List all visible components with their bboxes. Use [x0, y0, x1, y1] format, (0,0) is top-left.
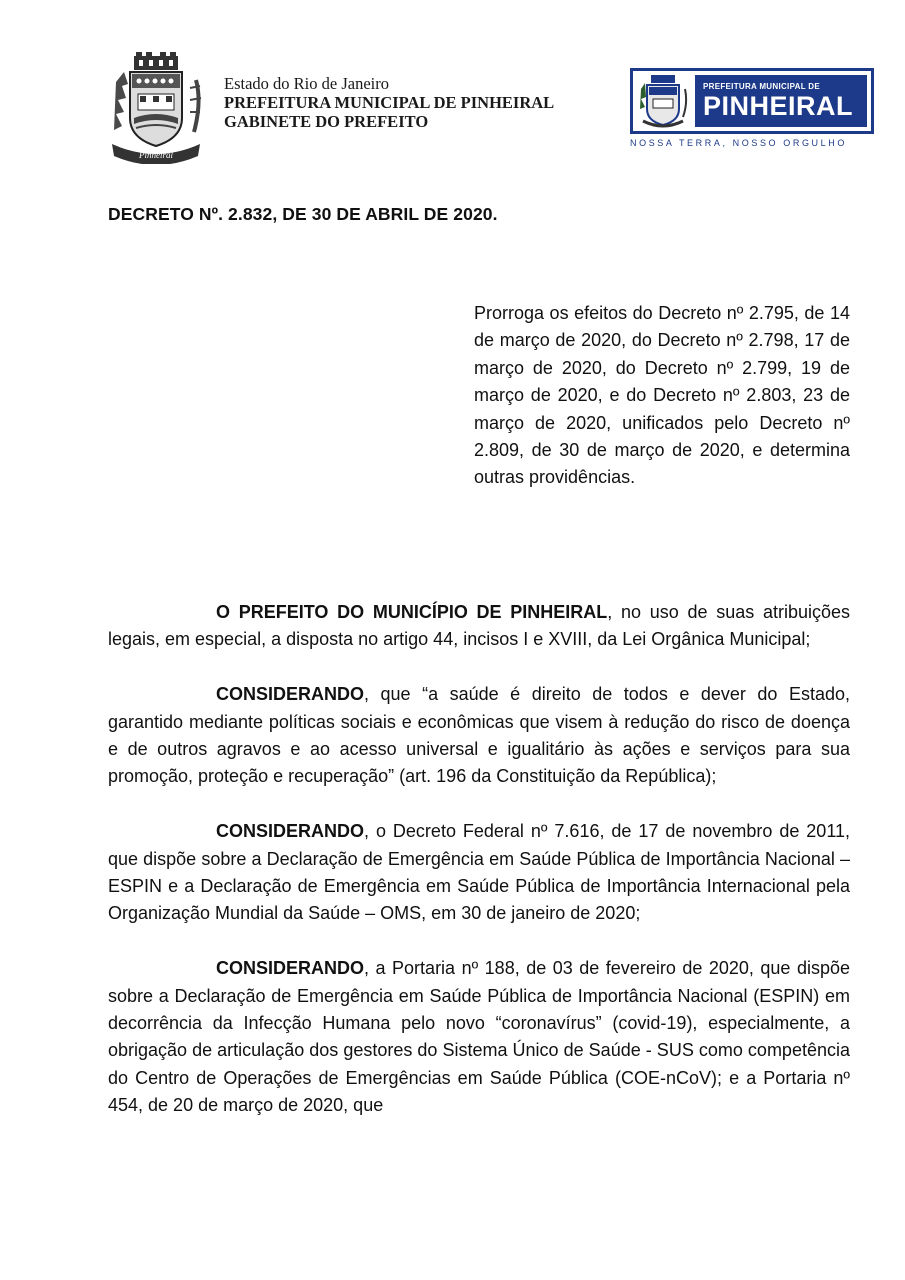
decree-body	[108, 599, 850, 1147]
logo-frame	[630, 68, 874, 134]
paragraph-lead: CONSIDERANDO	[216, 958, 365, 979]
paragraph-text: , a Portaria nº 188, de 03 de fevereiro de 2020, que dispõe sobre a Declaração de Emergência em Saúde Pública de Importância Nacional (ESPIN) em decorrência da Infecção Humana pelo novo “coronavírus” (covid-19), especialmente, a obrigação de articulação dos gestores do Sistema Único de Saúde - SUS como competência do Centro de Operações de Emergências em Saúde Pública (COE-nCoV); e a Portaria nº 454, de 20 de março de 2020, que	[108, 958, 850, 1116]
logo-crest-icon	[637, 73, 689, 129]
paragraph-considerando-3	[108, 955, 850, 1119]
paragraph-text: , no uso de suas atribuições legais, em especial, a disposta no artigo 44, incisos I e XVIII, da Lei Orgânica Municipal;	[108, 602, 850, 650]
paragraph-considerando-1	[108, 681, 850, 791]
decree-title: DECRETO Nº. 2.832, DE 30 DE ABRIL DE 2020.	[108, 204, 498, 224]
logo-small-text: PREFEITURA MUNICIPAL DE	[703, 81, 820, 91]
paragraph-preamble	[108, 599, 850, 654]
office-name: GABINETE DO PREFEITO	[224, 112, 429, 131]
prefeitura-name: PREFEITURA MUNICIPAL DE PINHEIRAL	[224, 93, 555, 112]
paragraph-text: , o Decreto Federal nº 7.616, de 17 de novembro de 2011, que dispõe sobre a Declaração de Emergência em Saúde Pública de Importância Nacional – ESPIN e a Declaração de Emergência em Saúde Pública de Importância Internacional pela Organização Mundial da Saúde – OMS, em 30 de janeiro de 2020;	[108, 821, 850, 924]
paragraph-lead: O PREFEITO DO MUNICÍPIO DE PINHEIRAL	[216, 602, 608, 622]
paragraph-considerando-2	[108, 818, 850, 928]
state-name: Estado do Rio de Janeiro	[224, 74, 389, 93]
paragraph-lead: CONSIDERANDO	[216, 821, 365, 842]
municipal-coat-of-arms	[106, 52, 206, 164]
logo-big-text: PINHEIRAL	[703, 90, 854, 121]
issuer-block	[224, 74, 554, 131]
paragraph-text: , que “a saúde é direito de todos e dever do Estado, garantido mediante políticas sociais e econômicas que visem à redução do risco de doença e de outros agravos e ao acesso universal e igualitário às ações e serviços para sua promoção, proteção e recuperação” (art. 196 da Constituição da República);	[108, 684, 850, 787]
pinheiral-logo	[630, 68, 880, 148]
crest-ribbon-text: Pinheiral	[139, 150, 173, 160]
decree-summary: Prorroga os efeitos do Decreto nº 2.795, de 14 de março de 2020, do Decreto nº 2.798, 17 de março de 2020, do Decreto nº 2.799, 19 de março de 2020, e do Decreto nº 2.803, 23 de março de 2020, unificados pelo Decreto nº 2.809, de 30 de março de 2020, e determina outras providências.	[474, 303, 850, 488]
logo-band	[695, 75, 867, 127]
paragraph-lead: CONSIDERANDO	[216, 684, 365, 705]
logo-slogan: NOSSA TERRA, NOSSO ORGULHO	[630, 138, 847, 148]
letterhead-left	[106, 52, 554, 164]
